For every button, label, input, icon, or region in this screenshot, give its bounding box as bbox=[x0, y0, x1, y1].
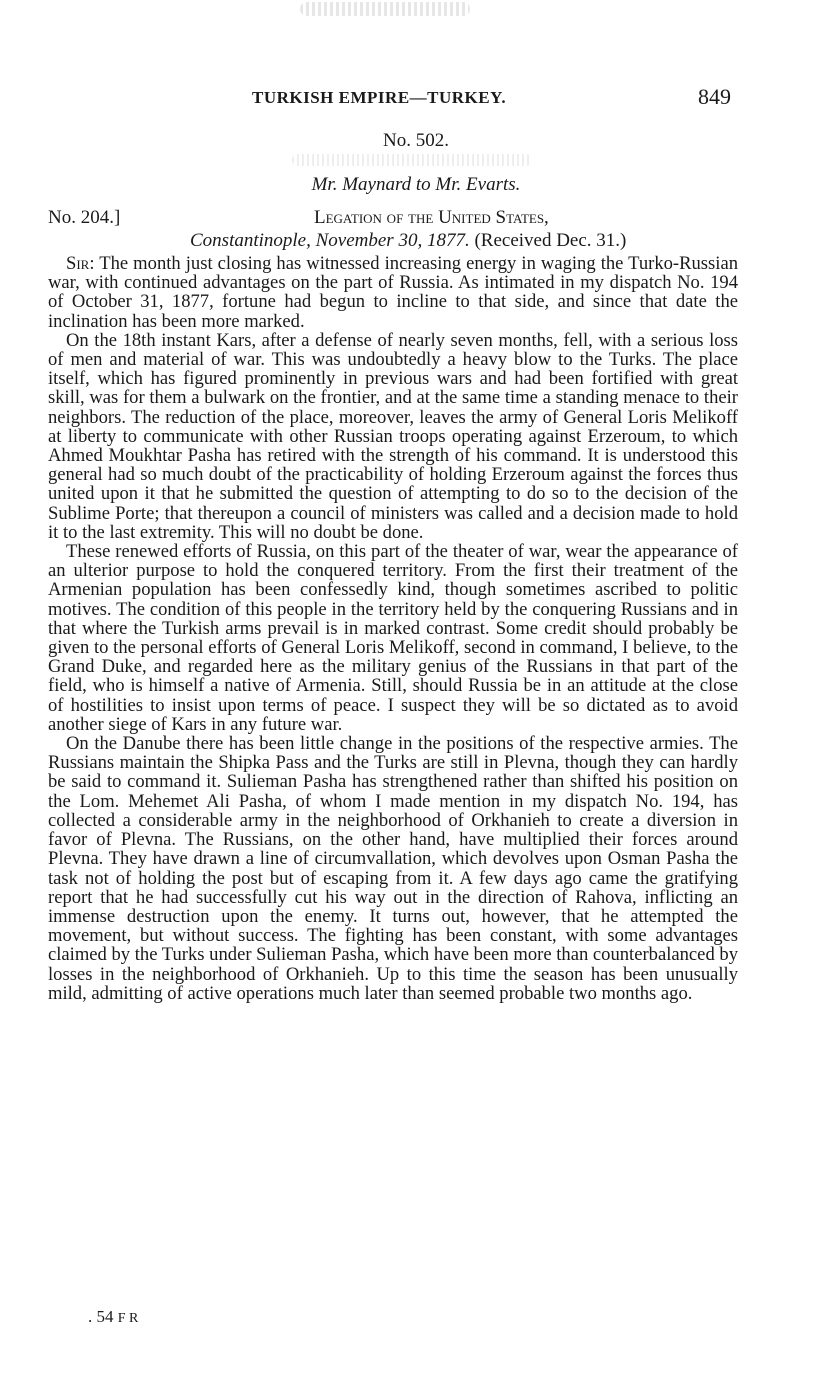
dispatch-number: No. 204.] bbox=[48, 207, 121, 228]
document-title: Mr. Maynard to Mr. Evarts. bbox=[311, 174, 521, 195]
paragraph-text: The month just closing has witnessed increasing energy in waging the Turko-Russian war, with continued advantages on the part of Russia. As intimated in my dispatch No. 194 of October 31, 1877, fortune had begun to incline to that side, and since that date the inclination has been more marked. bbox=[48, 253, 738, 332]
scan-smudge bbox=[300, 2, 470, 16]
received-date: (Received Dec. 31.) bbox=[474, 230, 627, 251]
salutation: Sir: bbox=[66, 253, 95, 274]
dateline bbox=[190, 230, 626, 252]
running-head: TURKISH EMPIRE—TURKEY. bbox=[252, 88, 507, 107]
paragraph: On the Danube there has been little change in the positions of the respective armies. The Russians maintain the Shipka Pass and the Turks are still in Plevna, though they can hardly be said to command it. Sulieman Pasha has strengthened rather than shifted his position on the Lom. Mehemet Ali Pasha, of whom I made mention in my dispatch No. 194, has collected a considerable army in the neighborhood of Orkhanieh to create a diversion in favor of Plevna. The Russians, on the other hand, have multiplied their forces around Plevna. They have drawn a line of circumvallation, which devolves upon Osman Pasha the task not of holding the post but of escaping from it. A few days ago came the gratifying report that he had successfully cut his way out in the direction of Rahova, inflicting an immense destruction upon the enemy. It turns out, however, that he attempted the movement, but without success. The fighting has been constant, with some advantages claimed by the Turks under Sulieman Pasha, which have been more than counterbalanced by losses in the neighborhood of Orkhanieh. Up to this time the season has been unusually mild, admitting of active operations much later than seemed probable two months ago. bbox=[48, 733, 738, 1004]
letter-body bbox=[48, 254, 738, 1003]
scan-smudge bbox=[292, 154, 532, 166]
paragraph bbox=[48, 254, 738, 331]
signature-mark bbox=[88, 1307, 138, 1327]
paragraph: On the 18th instant Kars, after a defense of nearly seven months, fell, with a serious loss of men and material of war. This was undoubtedly a heavy blow to the Turks. The place itself, which has figured prominently in previous wars and had been fortified with great skill, was for them a bulwark on the frontier, and at the same time a standing menace to their neighbors. The reduction of the place, moreover, leaves the army of General Loris Melikoff at liberty to communicate with other Russian troops operating against Erzeroum, to which Ahmed Moukhtar Pasha has retired with the strength of his command. It is understood this general had so much doubt of the practicability of holding Erzeroum against the forces thus united upon it that he submitted the question of attempting to do so to the decision of the Sublime Porte; that thereupon a council of ministers was called and a decision made to hold it to the last extremity. This will no doubt be done. bbox=[48, 329, 738, 543]
legation-heading: Legation of the United States, bbox=[314, 207, 549, 228]
signature-number: . 54 bbox=[88, 1307, 114, 1326]
paragraph: These renewed efforts of Russia, on this part of the theater of war, wear the appearance of an ulterior purpose to hold the conquered territory. From the first their treatment of the Armenian population has been confessedly kind, though sometimes ascribed to politic motives. The condition of this people in the territory held by the conquering Russians and in that where the Turkish arms prevail is in marked contrast. Some credit should probably be given to the personal efforts of General Loris Melikoff, second in command, I believe, to the Grand Duke, and regarded here as the military genius of the Russians in that part of the field, who is himself a native of Armenia. Still, should Russia be in an attitude at the close of hostilities to insist upon terms of peace. I suspect they will be so dictated as to avoid another siege of Kars in any future war. bbox=[48, 541, 738, 735]
place-date: Constantinople, November 30, 1877. bbox=[190, 230, 470, 251]
page-number: 849 bbox=[698, 84, 731, 109]
signature-letters: F R bbox=[117, 1311, 139, 1326]
document-number: No. 502. bbox=[383, 130, 449, 151]
